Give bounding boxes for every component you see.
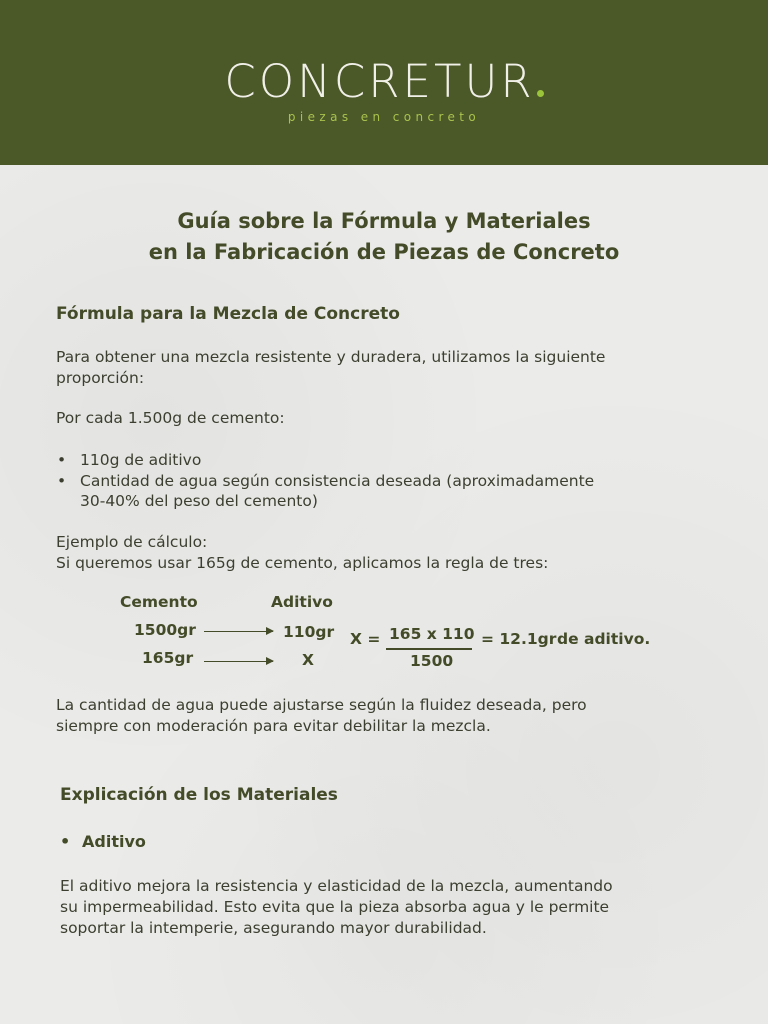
fraction-bar (386, 648, 472, 650)
title-line-1: Guía sobre la Fórmula y Materiales (177, 209, 591, 233)
intro-line-2: proporción: (56, 369, 145, 387)
section-heading-formula: Fórmula para la Mezcla de Concreto (56, 304, 400, 324)
brand-tagline: piezas en concreto (287, 110, 481, 124)
fraction-numerator: 165 x 110 (389, 625, 475, 643)
formula-intro (56, 347, 756, 389)
document-title (0, 206, 768, 268)
arrow-right-icon (204, 631, 273, 632)
brand-header (0, 0, 768, 165)
fraction-denominator: 1500 (410, 652, 454, 670)
cement-column-header: Cemento (120, 593, 198, 611)
calc-result-suffix: de aditivo. (557, 630, 651, 648)
water-note (56, 695, 756, 737)
desc-line-1: El aditivo mejora la resistencia y elasticidad de la mezcla, aumentando (60, 877, 613, 895)
row1-cement: 1500gr (134, 621, 196, 639)
per-cement-text: Por cada 1.500g de cemento: (56, 409, 285, 427)
material-item-aditivo (60, 832, 146, 851)
list-item: • Cantidad de agua según consistencia deseada (aproximadamente 30-40% del peso del cemento) (55, 471, 745, 512)
x-equals: X = (350, 630, 381, 648)
calc-result: = 12.1gr (481, 630, 557, 648)
example-text: Si queremos usar 165g de cemento, aplicamos la regla de tres: (56, 554, 549, 572)
desc-line-3: soportar la intemperie, asegurando mayor durabilidad. (60, 919, 487, 937)
desc-line-2: su impermeabilidad. Esto evita que la pieza absorba agua y le permite (60, 898, 610, 916)
row2-additive: X (302, 651, 314, 669)
logo-dot-icon (537, 90, 544, 97)
water-note-line-1: La cantidad de agua puede ajustarse según la fluidez deseada, pero (56, 696, 587, 714)
material-description (60, 876, 760, 939)
water-note-line-2: siempre con moderación para evitar debilitar la mezcla. (56, 717, 491, 735)
additive-column-header: Aditivo (271, 593, 333, 611)
row1-additive: 110gr (283, 623, 335, 641)
row2-cement: 165gr (142, 649, 194, 667)
intro-line-1: Para obtener una mezcla resistente y duradera, utilizamos la siguiente (56, 348, 606, 366)
brand-logo: CONCRETUR (0, 56, 768, 108)
section-heading-materials: Explicación de los Materiales (60, 785, 338, 805)
title-line-2: en la Fabricación de Piezas de Concreto (148, 240, 620, 264)
list-item: • 110g de aditivo (55, 450, 745, 471)
calc-example (56, 532, 548, 574)
arrow-right-icon (204, 661, 273, 662)
material-label: Aditivo (82, 832, 146, 851)
proportion-list (55, 450, 745, 512)
example-label: Ejemplo de cálculo: (56, 533, 208, 551)
bullet-icon: • (60, 832, 71, 851)
